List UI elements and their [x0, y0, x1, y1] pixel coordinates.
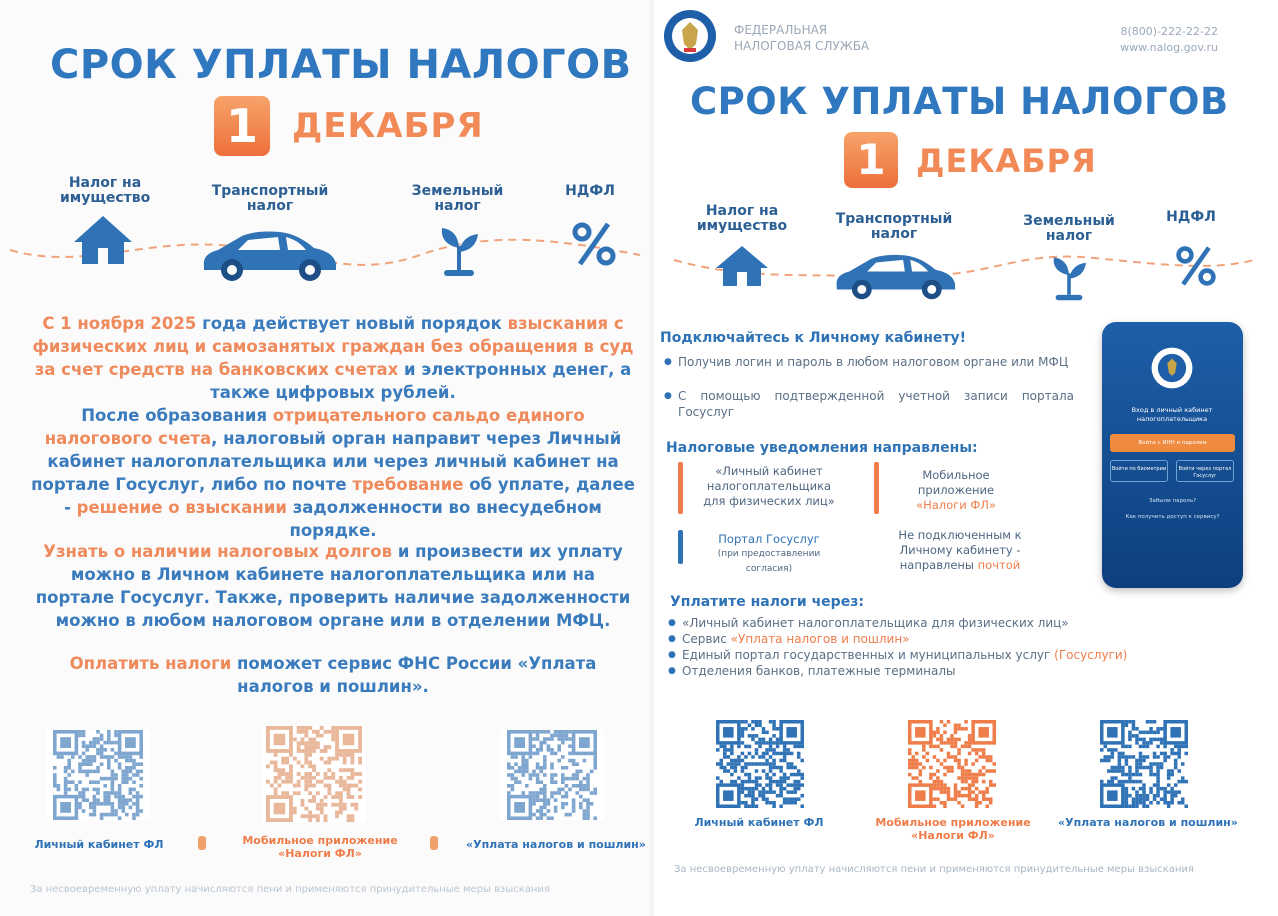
right-label-transport: Транспортный налог — [835, 211, 953, 242]
left-footer: За несвоевременную уплату начисляются пени и применяются принудительные меры взыскания — [30, 884, 550, 895]
right-qr-app[interactable] — [908, 720, 996, 808]
left-day-badge: 1 — [214, 96, 270, 156]
phone-bio-button[interactable]: Войти по биометрии — [1110, 460, 1168, 482]
right-day-badge: 1 — [844, 132, 898, 188]
left-paragraph-1: С 1 ноября 2025 года действует новый порядок взыскания с физических лиц и самозанятых граждан без обращения в суд за счет средств на банковских счетах и электронных денег, а также цифровых рублей. — [32, 314, 634, 402]
phone-login-title: Вход в личный кабинет налогоплательщика — [1131, 406, 1213, 423]
phone-emblem-icon — [1150, 346, 1194, 390]
percent-icon — [570, 220, 618, 268]
right-footer: За несвоевременную уплату начисляются пени и применяются принудительные меры взыскания — [674, 864, 1194, 875]
right-qr-label-app: Мобильное приложение «Налоги ФЛ» — [875, 816, 1031, 842]
plant-icon — [436, 222, 482, 278]
left-qr-label-app: Мобильное приложение «Налоги ФЛ» — [242, 834, 398, 860]
connect-item-1: ● Получив логин и пароль в любом налоговом органе или МФЦ — [678, 354, 1074, 370]
left-label-ndfl: НДФЛ — [565, 183, 615, 199]
phone-help-link[interactable]: Как получить доступ к сервису? — [1125, 514, 1220, 520]
left-qr-label-pay: «Уплата налогов и пошлин» — [466, 838, 646, 851]
notif-heading: Налоговые уведомления направлены: — [666, 440, 978, 456]
right-qr-pay[interactable] — [1100, 720, 1188, 808]
notif-mail: Не подключенным к Личному кабинету - направлены почтой — [898, 528, 1022, 572]
percent-icon — [1174, 244, 1218, 288]
pay-heading: Уплатите налоги через: — [670, 594, 864, 610]
house-icon — [72, 214, 134, 266]
phone-mockup — [1102, 322, 1243, 588]
left-paragraph-2: После образования отрицательного сальдо единого налогового счета, налоговый орган направит через Личный кабинет налогоплательщика или через личный кабинет на портале Госуслуг, либо по почте требование об уплате, далее - решение о взыскании задолженности во внесудебном порядке. — [31, 406, 635, 540]
pay-item-1: ● «Личный кабинет налогоплательщика для физических лиц» — [682, 615, 1069, 631]
right-title: СРОК УПЛАТЫ НАЛОГОВ — [690, 80, 1229, 123]
right-qr-label-lk: Личный кабинет ФЛ — [694, 816, 824, 829]
right-label-ndfl: НДФЛ — [1166, 209, 1216, 225]
org-name: ФЕДЕРАЛЬНАЯ НАЛОГОВАЯ СЛУЖБА — [734, 23, 870, 53]
notif-bar-gos — [678, 530, 683, 564]
pay-item-2: ● Сервис «Уплата налогов и пошлин» — [682, 631, 910, 647]
phone-forgot-link[interactable]: Забыли пароль? — [1149, 498, 1196, 504]
phone-login-button[interactable]: Войти с ИНН и паролем — [1110, 434, 1235, 452]
left-dot-1 — [198, 836, 206, 850]
right-qr-label-pay: «Уплата налогов и пошлин» — [1058, 816, 1238, 829]
left-month: ДЕКАБРЯ — [292, 106, 484, 146]
left-qr-label-lk: Личный кабинет ФЛ — [34, 838, 164, 851]
notif-lk: «Личный кабинет налогоплательщика для физических лиц» — [703, 464, 835, 508]
car-icon — [198, 226, 340, 284]
left-paragraph-4: Оплатить налоги поможет сервис ФНС России «Уплата налогов и пошлин». — [69, 654, 597, 696]
connect-item-2: ● С помощью подтвержденной учетной записи портала Госуслуг — [678, 388, 1074, 420]
notif-bar-lk — [678, 462, 683, 514]
left-qr-app[interactable] — [262, 726, 366, 822]
right-label-property: Налог на имущество — [696, 203, 788, 234]
pay-item-4: ● Отделения банков, платежные терминалы — [682, 663, 956, 679]
right-label-land: Земельный налог — [1023, 213, 1115, 244]
left-dot-2 — [430, 836, 438, 850]
pay-item-3: ● Единый портал государственных и муниципальных услуг (Госуслуги) — [682, 647, 1127, 663]
notif-app: Мобильное приложение «Налоги ФЛ» — [916, 468, 996, 512]
left-qr-pay[interactable] — [500, 730, 604, 820]
right-leaflet — [654, 0, 1278, 916]
house-icon — [714, 244, 770, 288]
plant-icon — [1048, 252, 1090, 302]
left-label-property: Налог на имущество — [60, 175, 151, 206]
right-month: ДЕКАБРЯ — [916, 142, 1097, 180]
notif-gos: Портал Госуслуг (при предоставлении согласия) — [717, 532, 821, 574]
car-icon — [828, 250, 962, 302]
left-qr-lk[interactable] — [46, 730, 150, 820]
left-paragraph-3: Узнать о наличии налоговых долгов и произвести их уплату можно в Личном кабинете налогоплательщика или на портале Госуслуг. Также, проверить наличие задолженности можно в любом налоговом органе или в отделении МФЦ. — [35, 542, 631, 630]
fns-emblem-icon — [662, 8, 718, 64]
notif-bar-app — [874, 462, 879, 514]
left-label-land: Земельный налог — [411, 183, 504, 214]
connect-heading: Подключайтесь к Личному кабинету! — [660, 330, 966, 346]
left-title: СРОК УПЛАТЫ НАЛОГОВ — [50, 42, 632, 88]
phone-gos-button[interactable]: Войти через портал Госуслуг — [1176, 460, 1234, 482]
left-label-transport: Транспортный налог — [211, 183, 329, 214]
contacts: 8(800)-222-22-22 www.nalog.gov.ru — [1120, 25, 1218, 54]
right-qr-lk[interactable] — [716, 720, 804, 808]
